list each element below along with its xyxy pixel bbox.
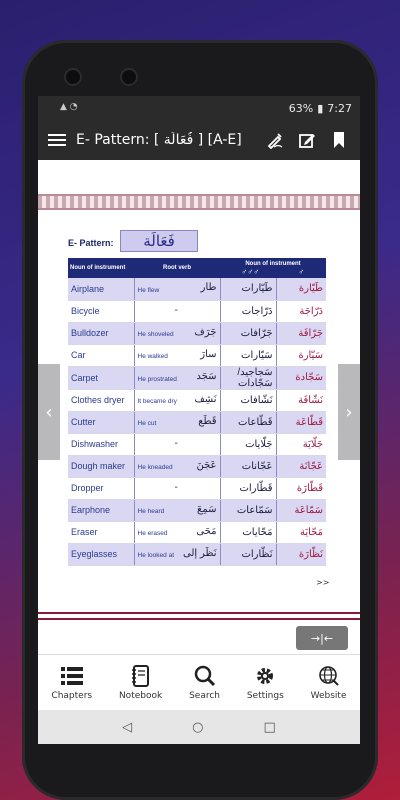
pattern-box: فَعَالَة bbox=[120, 230, 198, 252]
root-dash: - bbox=[174, 481, 178, 493]
gear-icon bbox=[254, 665, 276, 687]
singular-cell: دَرّاجَة bbox=[276, 300, 326, 322]
plural-cell: طَيّارات bbox=[220, 278, 276, 300]
status-bar bbox=[38, 96, 360, 120]
root-cell bbox=[134, 521, 220, 543]
status-time: 7:27 bbox=[327, 101, 352, 115]
root-en: He looked at bbox=[137, 552, 174, 559]
plural-cell: نَشّافات bbox=[220, 389, 276, 411]
singular-cell: قَطّاعَة bbox=[276, 411, 326, 433]
back-icon[interactable]: ◁ bbox=[122, 719, 133, 735]
header-root: Root verb bbox=[134, 258, 220, 278]
root-cell bbox=[134, 366, 220, 389]
root-ar: سَجَد bbox=[196, 370, 217, 382]
header-noun-ar: Noun of instrument ♂♂♂ ♂ bbox=[220, 258, 326, 278]
table-row bbox=[68, 366, 326, 389]
list-icon bbox=[61, 665, 83, 687]
chevron-left-icon: ‹ bbox=[45, 401, 53, 423]
root-cell bbox=[134, 433, 220, 455]
singular-cell: سَجّادة bbox=[276, 366, 326, 389]
battery-icon: ▮ bbox=[317, 101, 324, 115]
table-row bbox=[68, 477, 326, 499]
pen-icon[interactable] bbox=[264, 129, 286, 151]
root-en: He walked bbox=[137, 353, 168, 360]
tab-settings-label: Settings bbox=[246, 690, 284, 701]
noun-cell: Carpet bbox=[68, 366, 134, 389]
singular-cell: عَجّانَة bbox=[276, 455, 326, 477]
table-row bbox=[68, 411, 326, 433]
table-row bbox=[68, 499, 326, 521]
root-ar: نَشِف bbox=[194, 393, 217, 405]
decorative-band-bottom bbox=[38, 612, 360, 620]
table-header bbox=[68, 258, 326, 278]
root-ar: سَمِعَ bbox=[197, 503, 217, 515]
globe-icon bbox=[318, 665, 340, 687]
table-row bbox=[68, 322, 326, 344]
chevron-right-icon: › bbox=[345, 401, 353, 423]
pattern-label: E- Pattern: bbox=[68, 238, 114, 248]
home-icon[interactable]: ○ bbox=[192, 719, 204, 735]
singular-cell: نَشّافَة bbox=[276, 389, 326, 411]
header-noun: Noun of instrument bbox=[68, 258, 134, 278]
noun-cell: Bicycle bbox=[68, 300, 134, 322]
root-dash: - bbox=[174, 437, 178, 449]
plural-cell: سَيّارات bbox=[220, 344, 276, 366]
plural-cell: سَجاجيد/ سَجّادات bbox=[220, 366, 276, 389]
table-row bbox=[68, 433, 326, 455]
content-page bbox=[38, 160, 360, 654]
table-row bbox=[68, 278, 326, 300]
collapse-icon: →|← bbox=[310, 631, 334, 645]
noun-cell: Cutter bbox=[68, 411, 134, 433]
table-row bbox=[68, 543, 326, 565]
root-cell bbox=[134, 389, 220, 411]
root-en: He prostrated bbox=[137, 375, 177, 383]
root-cell bbox=[134, 278, 220, 300]
tab-chapters[interactable] bbox=[51, 665, 92, 701]
collapse-button[interactable] bbox=[296, 626, 348, 650]
root-en: He erased bbox=[137, 530, 168, 537]
plural-cell: قَطّارات bbox=[220, 477, 276, 499]
edit-icon[interactable] bbox=[296, 129, 318, 151]
singular-cell: قَطّارَة bbox=[276, 477, 326, 499]
table-row bbox=[68, 521, 326, 543]
camera-icon bbox=[120, 68, 138, 86]
tab-chapters-label: Chapters bbox=[51, 690, 93, 701]
noun-cell: Dough maker bbox=[68, 455, 134, 477]
tab-notebook-label: Notebook bbox=[118, 690, 163, 701]
root-cell bbox=[134, 300, 220, 322]
battery-percent: 63% bbox=[288, 101, 314, 115]
next-page-button[interactable] bbox=[338, 364, 360, 460]
tab-notebook[interactable] bbox=[119, 665, 162, 701]
singular-cell: سَيّارة bbox=[276, 344, 326, 366]
singular-cell: سَمّاعَة bbox=[276, 499, 326, 521]
singular-symbol: ♂ bbox=[298, 266, 305, 276]
noun-cell: Eraser bbox=[68, 521, 134, 543]
menu-icon[interactable] bbox=[48, 134, 66, 146]
root-en: He shoveled bbox=[137, 331, 174, 338]
tab-search[interactable] bbox=[189, 665, 220, 701]
table-row bbox=[68, 389, 326, 411]
root-en: He kneaded bbox=[137, 464, 173, 471]
root-ar: طار bbox=[200, 282, 217, 293]
tab-website[interactable] bbox=[311, 665, 347, 701]
noun-cell: Clothes dryer bbox=[68, 389, 134, 411]
root-ar: سارَ bbox=[200, 348, 217, 360]
plural-cell: جَرّافات bbox=[220, 322, 276, 344]
tab-search-label: Search bbox=[189, 690, 220, 701]
search-icon bbox=[194, 665, 216, 687]
noun-cell: Car bbox=[68, 344, 134, 366]
plural-cell: سَمّاعات bbox=[220, 499, 276, 521]
table-row bbox=[68, 455, 326, 477]
next-page-link[interactable]: >> bbox=[316, 578, 330, 587]
root-ar: عَجَنَ bbox=[196, 459, 217, 471]
singular-cell: مَحّايَة bbox=[276, 521, 326, 543]
singular-cell: طَيّارة bbox=[276, 278, 326, 300]
recents-icon[interactable]: □ bbox=[263, 719, 276, 735]
plural-cell: دَرّاجات bbox=[220, 300, 276, 322]
singular-cell: جَرّافَة bbox=[276, 322, 326, 344]
plural-cell: نَظّارات bbox=[220, 543, 276, 565]
root-en: He cut bbox=[137, 420, 157, 427]
root-ar: جَرَف bbox=[194, 326, 217, 338]
system-navigation-bar bbox=[38, 710, 360, 744]
bottom-navigation bbox=[38, 654, 360, 710]
root-dash: - bbox=[174, 304, 178, 316]
prev-page-button[interactable] bbox=[38, 364, 60, 460]
noun-cell: Bulldozer bbox=[68, 322, 134, 344]
root-cell bbox=[134, 411, 220, 433]
plural-cell: عَجّانات bbox=[220, 455, 276, 477]
plural-symbol: ♂♂♂ bbox=[241, 266, 260, 276]
root-cell bbox=[134, 499, 220, 521]
tab-website-label: Website bbox=[310, 690, 347, 701]
root-ar: نَظَر إلى bbox=[183, 547, 217, 559]
noun-cell: Earphone bbox=[68, 499, 134, 521]
noun-cell: Airplane bbox=[68, 278, 134, 300]
plural-cell: جَلّايات bbox=[220, 433, 276, 455]
vocabulary-table bbox=[68, 258, 326, 566]
root-en: It became dry bbox=[137, 398, 177, 405]
noun-cell: Dropper bbox=[68, 477, 134, 499]
root-en: He heard bbox=[137, 508, 165, 515]
app-bar bbox=[38, 120, 360, 160]
root-cell bbox=[134, 322, 220, 344]
decorative-band-top bbox=[38, 194, 360, 210]
root-cell bbox=[134, 455, 220, 477]
root-ar: مَحَى bbox=[196, 525, 217, 537]
root-cell bbox=[134, 344, 220, 366]
root-cell bbox=[134, 543, 220, 565]
noun-cell: Dishwasher bbox=[68, 433, 134, 455]
table-row bbox=[68, 300, 326, 322]
root-ar: قَطَع bbox=[198, 415, 217, 427]
camera-icon bbox=[64, 68, 82, 86]
table-row bbox=[68, 344, 326, 366]
singular-cell: نَظّارَة bbox=[276, 543, 326, 565]
plural-cell: قَطّاعات bbox=[220, 411, 276, 433]
root-cell bbox=[134, 477, 220, 499]
tab-settings[interactable] bbox=[247, 665, 284, 701]
singular-cell: جَلّايَة bbox=[276, 433, 326, 455]
noun-cell: Eyeglasses bbox=[68, 543, 134, 565]
notebook-icon bbox=[130, 665, 152, 687]
plural-cell: مَحّايات bbox=[220, 521, 276, 543]
page-title: E- Pattern: [ فُعَالَة ] [A-E] bbox=[76, 132, 242, 148]
bookmark-icon[interactable] bbox=[328, 129, 350, 151]
root-en: He flew bbox=[137, 286, 160, 294]
signal-icon: ▲ ◔ bbox=[60, 102, 78, 112]
